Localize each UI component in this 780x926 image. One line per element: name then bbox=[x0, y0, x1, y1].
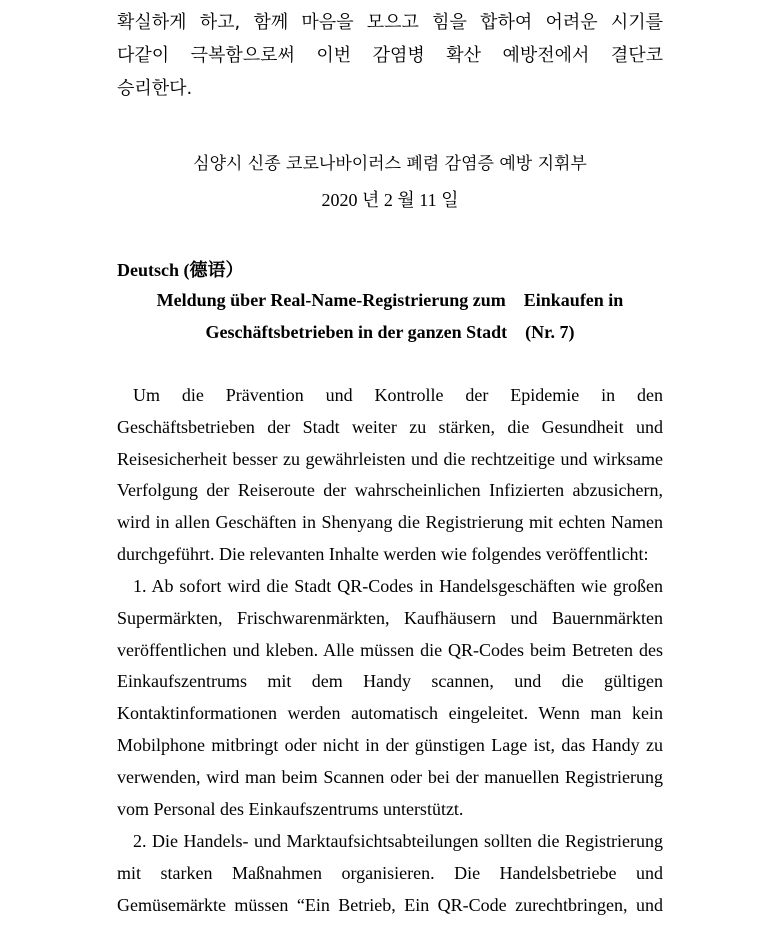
paragraph-line: veröffentlichen und kleben. Alle müssen die QR-Codes beim Betreten des bbox=[117, 639, 663, 660]
intro-paragraph bbox=[117, 380, 663, 571]
notice-title-line: Geschäftsbetrieben in der ganzen Stadt (Nr. 7) bbox=[205, 322, 575, 342]
item-1-paragraph bbox=[117, 571, 663, 825]
paragraph-line: Einkaufszentrums mit dem Handy scannen, und die gültigen bbox=[117, 671, 663, 692]
paragraph-line: Geschäftsbetrieben der Stadt weiter zu stärken, die Gesundheit und bbox=[117, 416, 663, 437]
paragraph-line: wird in allen Geschäften in Shenyang die Registrierung mit echten Namen bbox=[117, 512, 663, 533]
paragraph-line: 2. Die Handels- und Marktaufsichtsabteilungen sollten die Registrierung bbox=[133, 831, 663, 851]
paragraph-line: durchgeführt. Die relevanten Inhalte werden wie folgendes veröffentlicht: bbox=[117, 543, 649, 564]
paragraph-line: Mobilphone mitbringt oder nicht in der günstigen Lage ist, das Handy zu bbox=[117, 734, 663, 755]
paragraph-line: Verfolgung der Reiseroute der wahrscheinlichen Infizierten abzusichern, bbox=[117, 480, 663, 501]
paragraph-line: vom Personal des Einkaufszentrums unterstützt. bbox=[117, 798, 464, 819]
korean-closing-paragraph bbox=[117, 6, 663, 105]
paragraph-line: mit starken Maßnahmen organisieren. Die Handelsbetriebe und bbox=[117, 862, 663, 883]
item-2-paragraph bbox=[117, 826, 663, 921]
korean-signature: 심양시 신종 코로나바이러스 폐렴 감염증 예방 지휘부 bbox=[193, 154, 587, 174]
korean-line: 다같이 극복함으로써 이번 감염병 확산 예방전에서 결단코 bbox=[117, 45, 663, 66]
language-heading: Deutsch (德语） bbox=[117, 260, 244, 280]
korean-date: 2020 년 2 월 11 일 bbox=[321, 190, 459, 210]
paragraph-line: Reisesicherheit besser zu gewährleisten und die rechtzeitige und wirksame bbox=[117, 448, 663, 469]
korean-line: 승리한다. bbox=[117, 78, 193, 99]
notice-title-line: Meldung über Real-Name-Registrierung zum Einkaufen in bbox=[156, 290, 624, 310]
paragraph-line: Gemüsemärkte müssen “Ein Betrieb, Ein QR-Code zurechtbringen, und bbox=[117, 894, 663, 915]
paragraph-line: 1. Ab sofort wird die Stadt QR-Codes in Handelsgeschäften wie großen bbox=[133, 576, 663, 596]
paragraph-line: Um die Prävention und Kontrolle der Epidemie in den bbox=[133, 385, 663, 405]
paragraph-line: verwenden, wird man beim Scannen oder bei der manuellen Registrierung bbox=[117, 766, 663, 787]
paragraph-line: Supermärkten, Frischwarenmärkten, Kaufhäusern und Bauernmärkten bbox=[117, 607, 663, 628]
korean-line: 확실하게 하고, 함께 마음을 모으고 힘을 합하여 어려운 시기를 bbox=[117, 12, 663, 33]
paragraph-line: Kontaktinformationen werden automatisch eingeleitet. Wenn man kein bbox=[117, 703, 663, 724]
